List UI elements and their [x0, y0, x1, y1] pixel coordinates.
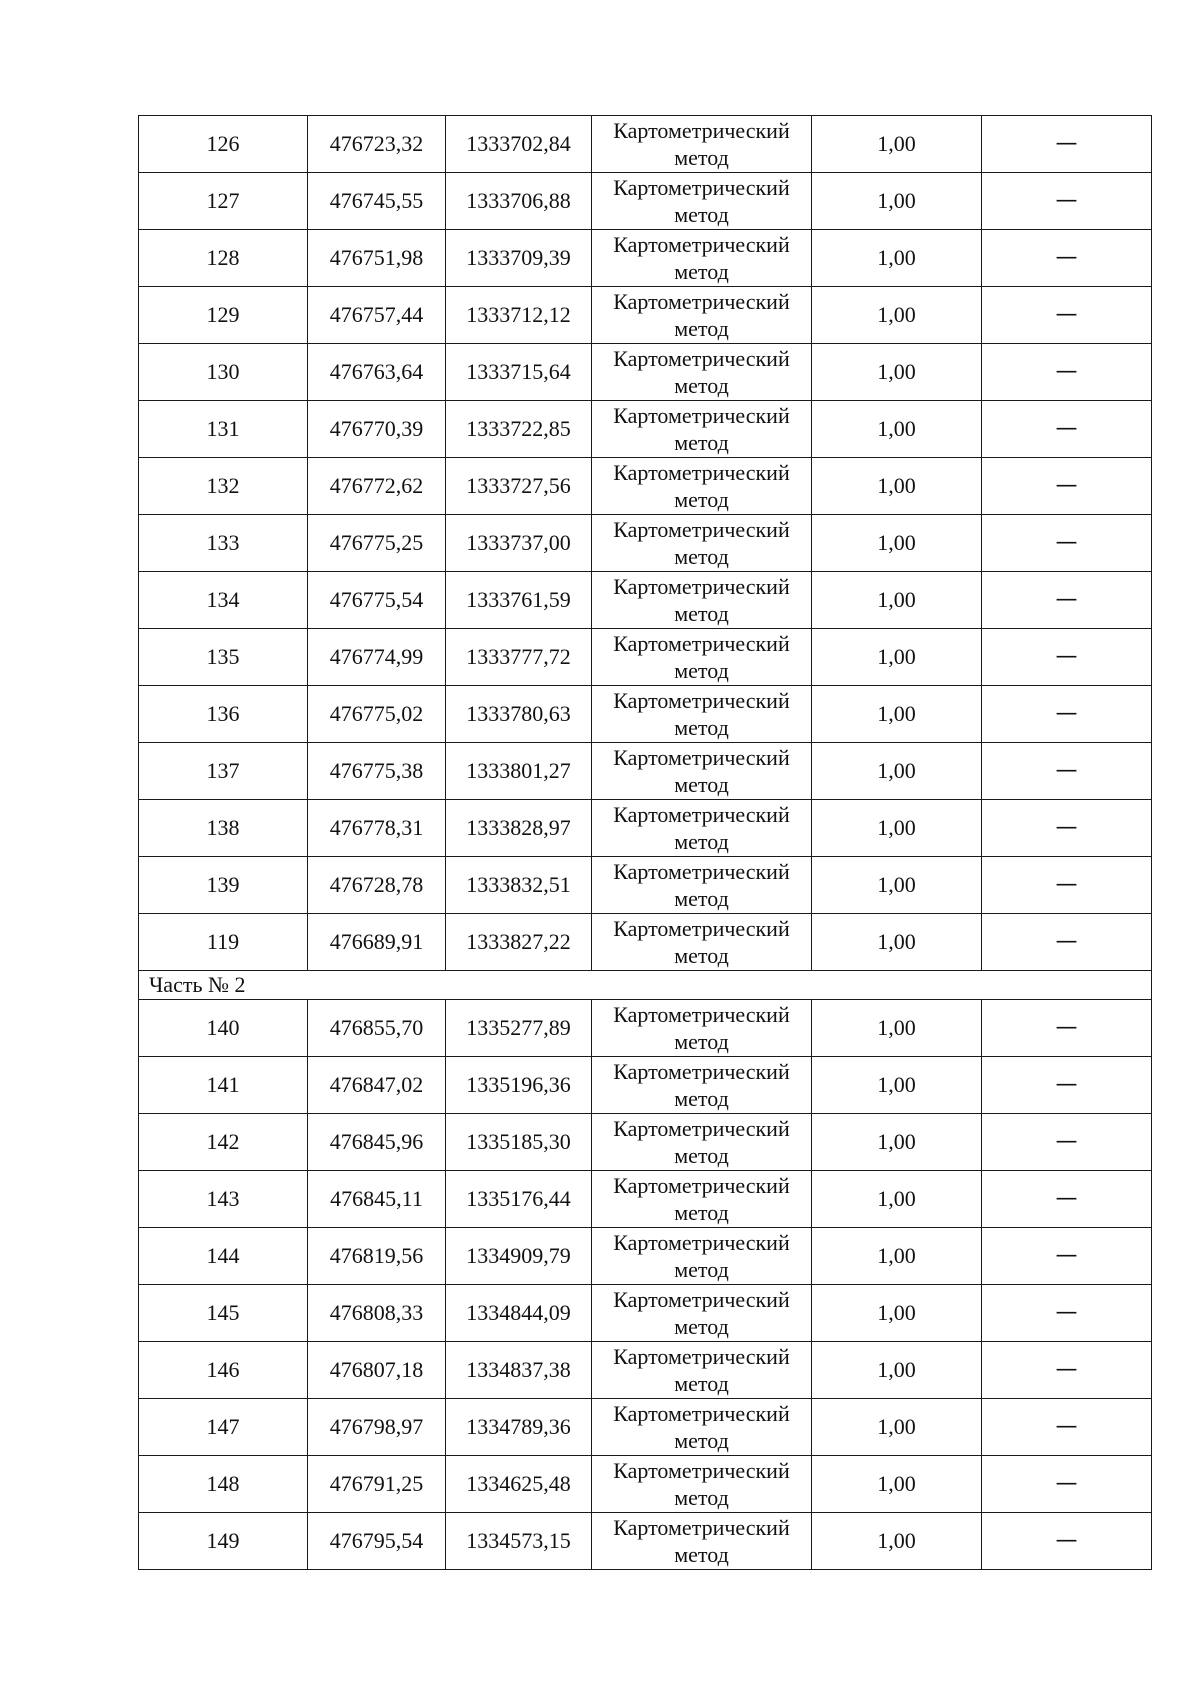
accuracy-cell: 1,00	[812, 1057, 982, 1114]
point-number-cell: 128	[139, 230, 308, 287]
note-cell: —	[982, 515, 1152, 572]
accuracy-cell: 1,00	[812, 1000, 982, 1057]
y-coordinate-cell: 1334573,15	[446, 1513, 592, 1570]
method-line-1: Картометрический	[613, 916, 790, 941]
note-cell: —	[982, 572, 1152, 629]
point-number-cell: 135	[139, 629, 308, 686]
table-row	[139, 1456, 1152, 1513]
method-line-2: метод	[674, 943, 729, 968]
note-cell: —	[982, 857, 1152, 914]
table-row	[139, 458, 1152, 515]
accuracy-cell: 1,00	[812, 1399, 982, 1456]
point-number-cell: 143	[139, 1171, 308, 1228]
method-line-1: Картометрический	[613, 460, 790, 485]
x-coordinate-cell: 476845,11	[308, 1171, 446, 1228]
x-coordinate-cell: 476791,25	[308, 1456, 446, 1513]
method-cell	[592, 458, 812, 515]
method-cell	[592, 116, 812, 173]
accuracy-cell: 1,00	[812, 173, 982, 230]
table-row	[139, 116, 1152, 173]
x-coordinate-cell: 476728,78	[308, 857, 446, 914]
method-cell	[592, 800, 812, 857]
point-number-cell: 146	[139, 1342, 308, 1399]
y-coordinate-cell: 1333706,88	[446, 173, 592, 230]
method-line-1: Картометрический	[613, 1059, 790, 1084]
table-row	[139, 914, 1152, 971]
method-line-1: Картометрический	[613, 1002, 790, 1027]
method-line-2: метод	[674, 658, 729, 683]
accuracy-cell: 1,00	[812, 458, 982, 515]
note-cell: —	[982, 344, 1152, 401]
accuracy-cell: 1,00	[812, 287, 982, 344]
method-cell	[592, 1342, 812, 1399]
method-line-2: метод	[674, 1086, 729, 1111]
y-coordinate-cell: 1335176,44	[446, 1171, 592, 1228]
accuracy-cell: 1,00	[812, 629, 982, 686]
x-coordinate-cell: 476795,54	[308, 1513, 446, 1570]
table-row	[139, 1000, 1152, 1057]
point-number-cell: 132	[139, 458, 308, 515]
accuracy-cell: 1,00	[812, 572, 982, 629]
method-cell	[592, 173, 812, 230]
method-line-1: Картометрический	[613, 574, 790, 599]
point-number-cell: 147	[139, 1399, 308, 1456]
method-cell	[592, 572, 812, 629]
method-line-2: метод	[674, 1029, 729, 1054]
table-row	[139, 401, 1152, 458]
note-cell: —	[982, 1171, 1152, 1228]
method-cell	[592, 1513, 812, 1570]
point-number-cell: 141	[139, 1057, 308, 1114]
method-line-2: метод	[674, 1542, 729, 1567]
table-row	[139, 686, 1152, 743]
method-line-1: Картометрический	[613, 1458, 790, 1483]
method-line-1: Картометрический	[613, 1344, 790, 1369]
accuracy-cell: 1,00	[812, 230, 982, 287]
point-number-cell: 126	[139, 116, 308, 173]
x-coordinate-cell: 476745,55	[308, 173, 446, 230]
point-number-cell: 142	[139, 1114, 308, 1171]
method-line-2: метод	[674, 202, 729, 227]
note-cell: —	[982, 1114, 1152, 1171]
method-cell	[592, 1114, 812, 1171]
method-line-1: Картометрический	[613, 346, 790, 371]
method-line-2: метод	[674, 1371, 729, 1396]
y-coordinate-cell: 1333712,12	[446, 287, 592, 344]
method-cell	[592, 686, 812, 743]
method-line-2: метод	[674, 1314, 729, 1339]
note-cell: —	[982, 1456, 1152, 1513]
x-coordinate-cell: 476807,18	[308, 1342, 446, 1399]
note-cell: —	[982, 686, 1152, 743]
point-number-cell: 144	[139, 1228, 308, 1285]
method-line-1: Картометрический	[613, 403, 790, 428]
method-line-1: Картометрический	[613, 1230, 790, 1255]
method-cell	[592, 629, 812, 686]
note-cell: —	[982, 458, 1152, 515]
table-row	[139, 515, 1152, 572]
note-cell: —	[982, 1228, 1152, 1285]
x-coordinate-cell: 476689,91	[308, 914, 446, 971]
note-cell: —	[982, 743, 1152, 800]
note-cell: —	[982, 1285, 1152, 1342]
note-cell: —	[982, 629, 1152, 686]
note-cell: —	[982, 230, 1152, 287]
x-coordinate-cell: 476855,70	[308, 1000, 446, 1057]
method-cell	[592, 515, 812, 572]
y-coordinate-cell: 1333715,64	[446, 344, 592, 401]
method-cell	[592, 1399, 812, 1456]
table-row	[139, 1171, 1152, 1228]
method-line-1: Картометрический	[613, 859, 790, 884]
accuracy-cell: 1,00	[812, 1285, 982, 1342]
accuracy-cell: 1,00	[812, 1114, 982, 1171]
point-number-cell: 131	[139, 401, 308, 458]
note-cell: —	[982, 1399, 1152, 1456]
y-coordinate-cell: 1334844,09	[446, 1285, 592, 1342]
accuracy-cell: 1,00	[812, 743, 982, 800]
y-coordinate-cell: 1334789,36	[446, 1399, 592, 1456]
method-line-2: метод	[674, 316, 729, 341]
x-coordinate-cell: 476847,02	[308, 1057, 446, 1114]
method-line-2: метод	[674, 715, 729, 740]
method-line-2: метод	[674, 1428, 729, 1453]
y-coordinate-cell: 1333780,63	[446, 686, 592, 743]
note-cell: —	[982, 1000, 1152, 1057]
method-line-1: Картометрический	[613, 232, 790, 257]
table-row	[139, 857, 1152, 914]
x-coordinate-cell: 476819,56	[308, 1228, 446, 1285]
point-number-cell: 127	[139, 173, 308, 230]
method-line-1: Картометрический	[613, 289, 790, 314]
method-line-2: метод	[674, 145, 729, 170]
accuracy-cell: 1,00	[812, 116, 982, 173]
y-coordinate-cell: 1334625,48	[446, 1456, 592, 1513]
y-coordinate-cell: 1333761,59	[446, 572, 592, 629]
table-row	[139, 743, 1152, 800]
method-line-1: Картометрический	[613, 688, 790, 713]
point-number-cell: 136	[139, 686, 308, 743]
method-line-2: метод	[674, 373, 729, 398]
point-number-cell: 133	[139, 515, 308, 572]
table-row	[139, 1228, 1152, 1285]
x-coordinate-cell: 476798,97	[308, 1399, 446, 1456]
method-line-1: Картометрический	[613, 517, 790, 542]
point-number-cell: 148	[139, 1456, 308, 1513]
method-line-2: метод	[674, 886, 729, 911]
method-cell	[592, 743, 812, 800]
x-coordinate-cell: 476770,39	[308, 401, 446, 458]
x-coordinate-cell: 476751,98	[308, 230, 446, 287]
note-cell: —	[982, 800, 1152, 857]
point-number-cell: 145	[139, 1285, 308, 1342]
x-coordinate-cell: 476775,38	[308, 743, 446, 800]
method-line-2: метод	[674, 1257, 729, 1282]
method-cell	[592, 344, 812, 401]
accuracy-cell: 1,00	[812, 914, 982, 971]
x-coordinate-cell: 476775,54	[308, 572, 446, 629]
accuracy-cell: 1,00	[812, 1228, 982, 1285]
accuracy-cell: 1,00	[812, 1171, 982, 1228]
y-coordinate-cell: 1335277,89	[446, 1000, 592, 1057]
method-cell	[592, 1000, 812, 1057]
point-number-cell: 130	[139, 344, 308, 401]
method-cell	[592, 1171, 812, 1228]
y-coordinate-cell: 1333827,22	[446, 914, 592, 971]
point-number-cell: 140	[139, 1000, 308, 1057]
y-coordinate-cell: 1333737,00	[446, 515, 592, 572]
y-coordinate-cell: 1333777,72	[446, 629, 592, 686]
x-coordinate-cell: 476775,25	[308, 515, 446, 572]
section-row-part-2	[139, 971, 1152, 1000]
note-cell: —	[982, 173, 1152, 230]
method-line-2: метод	[674, 544, 729, 569]
y-coordinate-cell: 1333832,51	[446, 857, 592, 914]
y-coordinate-cell: 1333801,27	[446, 743, 592, 800]
table-row	[139, 629, 1152, 686]
method-line-2: метод	[674, 1485, 729, 1510]
point-number-cell: 134	[139, 572, 308, 629]
method-line-1: Картометрический	[613, 745, 790, 770]
accuracy-cell: 1,00	[812, 800, 982, 857]
coordinates-table	[138, 115, 1152, 1570]
note-cell: —	[982, 116, 1152, 173]
table-row	[139, 800, 1152, 857]
table-row	[139, 572, 1152, 629]
accuracy-cell: 1,00	[812, 1342, 982, 1399]
method-line-1: Картометрический	[613, 1287, 790, 1312]
y-coordinate-cell: 1333709,39	[446, 230, 592, 287]
method-line-2: метод	[674, 487, 729, 512]
table-row	[139, 173, 1152, 230]
note-cell: —	[982, 287, 1152, 344]
method-line-2: метод	[674, 772, 729, 797]
accuracy-cell: 1,00	[812, 1456, 982, 1513]
method-line-2: метод	[674, 1200, 729, 1225]
x-coordinate-cell: 476775,02	[308, 686, 446, 743]
method-line-2: метод	[674, 430, 729, 455]
accuracy-cell: 1,00	[812, 686, 982, 743]
note-cell: —	[982, 401, 1152, 458]
method-line-1: Картометрический	[613, 1173, 790, 1198]
method-line-1: Картометрический	[613, 118, 790, 143]
method-cell	[592, 1057, 812, 1114]
x-coordinate-cell: 476778,31	[308, 800, 446, 857]
method-cell	[592, 287, 812, 344]
point-number-cell: 137	[139, 743, 308, 800]
accuracy-cell: 1,00	[812, 515, 982, 572]
method-cell	[592, 230, 812, 287]
method-line-2: метод	[674, 601, 729, 626]
x-coordinate-cell: 476772,62	[308, 458, 446, 515]
table-row	[139, 230, 1152, 287]
accuracy-cell: 1,00	[812, 344, 982, 401]
y-coordinate-cell: 1335196,36	[446, 1057, 592, 1114]
method-line-2: метод	[674, 1143, 729, 1168]
section-label: Часть № 2	[139, 971, 1152, 1000]
method-cell	[592, 1228, 812, 1285]
method-line-1: Картометрический	[613, 175, 790, 200]
method-cell	[592, 1285, 812, 1342]
table-row	[139, 287, 1152, 344]
method-line-2: метод	[674, 259, 729, 284]
method-line-1: Картометрический	[613, 1116, 790, 1141]
point-number-cell: 129	[139, 287, 308, 344]
point-number-cell: 149	[139, 1513, 308, 1570]
note-cell: —	[982, 914, 1152, 971]
x-coordinate-cell: 476723,32	[308, 116, 446, 173]
table-row	[139, 1399, 1152, 1456]
x-coordinate-cell: 476774,99	[308, 629, 446, 686]
y-coordinate-cell: 1333702,84	[446, 116, 592, 173]
point-number-cell: 138	[139, 800, 308, 857]
coordinates-table-body	[139, 116, 1152, 1570]
y-coordinate-cell: 1333828,97	[446, 800, 592, 857]
y-coordinate-cell: 1334909,79	[446, 1228, 592, 1285]
table-row	[139, 344, 1152, 401]
table-row	[139, 1057, 1152, 1114]
accuracy-cell: 1,00	[812, 857, 982, 914]
y-coordinate-cell: 1333722,85	[446, 401, 592, 458]
accuracy-cell: 1,00	[812, 401, 982, 458]
x-coordinate-cell: 476763,64	[308, 344, 446, 401]
table-row	[139, 1513, 1152, 1570]
table-row	[139, 1285, 1152, 1342]
table-row	[139, 1342, 1152, 1399]
table-row	[139, 1114, 1152, 1171]
x-coordinate-cell: 476757,44	[308, 287, 446, 344]
note-cell: —	[982, 1513, 1152, 1570]
method-line-1: Картометрический	[613, 802, 790, 827]
y-coordinate-cell: 1333727,56	[446, 458, 592, 515]
accuracy-cell: 1,00	[812, 1513, 982, 1570]
y-coordinate-cell: 1335185,30	[446, 1114, 592, 1171]
point-number-cell: 139	[139, 857, 308, 914]
method-cell	[592, 401, 812, 458]
x-coordinate-cell: 476845,96	[308, 1114, 446, 1171]
method-line-1: Картометрический	[613, 1515, 790, 1540]
x-coordinate-cell: 476808,33	[308, 1285, 446, 1342]
point-number-cell: 119	[139, 914, 308, 971]
method-cell	[592, 857, 812, 914]
note-cell: —	[982, 1342, 1152, 1399]
method-cell	[592, 1456, 812, 1513]
y-coordinate-cell: 1334837,38	[446, 1342, 592, 1399]
method-line-1: Картометрический	[613, 1401, 790, 1426]
method-line-2: метод	[674, 829, 729, 854]
method-cell	[592, 914, 812, 971]
note-cell: —	[982, 1057, 1152, 1114]
method-line-1: Картометрический	[613, 631, 790, 656]
